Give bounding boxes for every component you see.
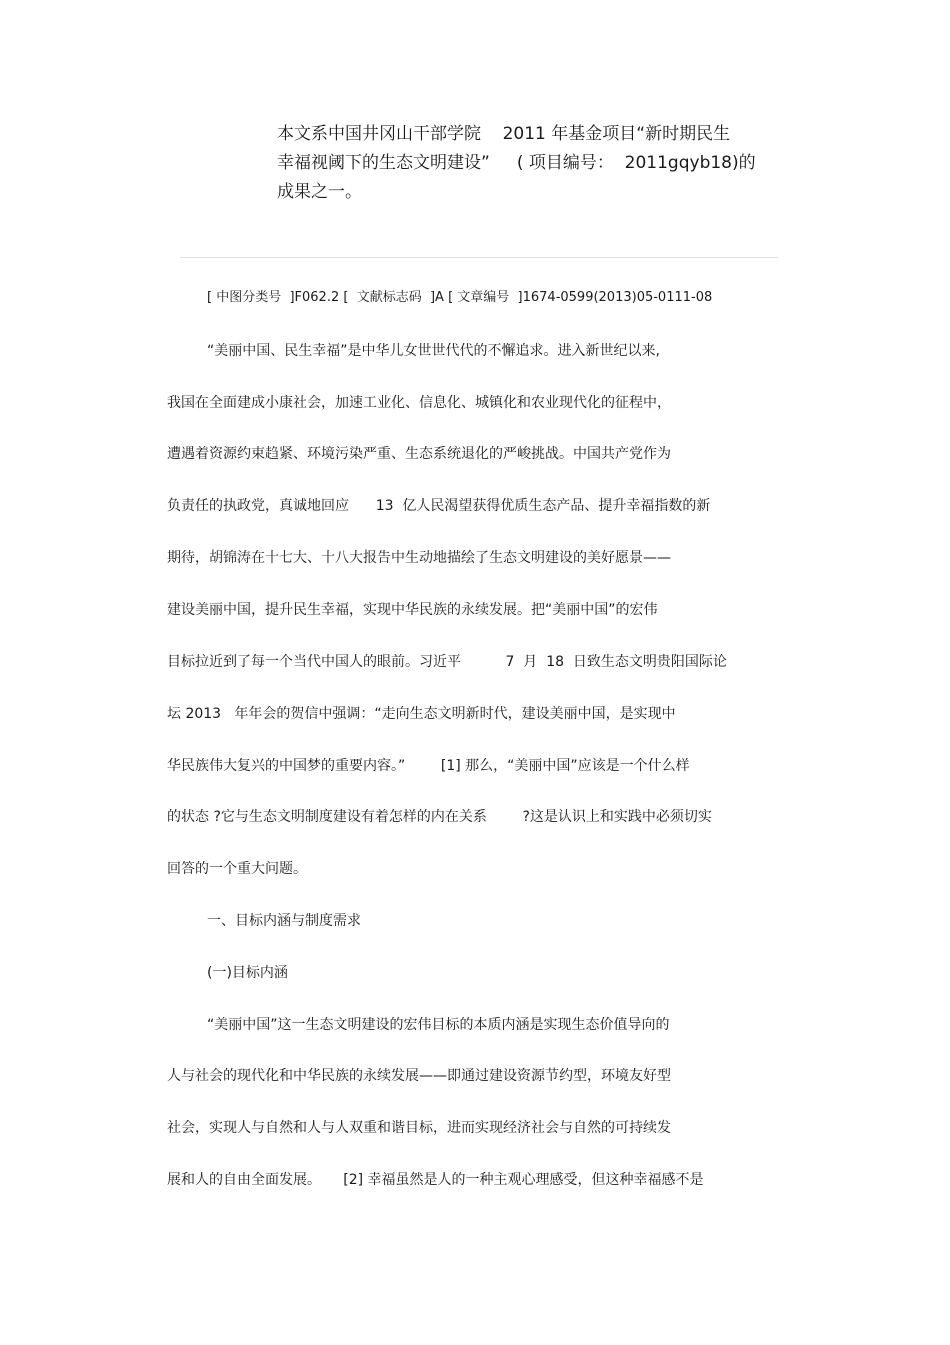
paragraph-1-line: 遭遇着资源约束趋紧、环境污染严重、生态系统退化的严峻挑战。中国共产党作为 [167,446,671,462]
funding-note-line: 成果之一。 [277,182,362,202]
paragraph-1-line: 建设美丽中国，提升民生幸福，实现中华民族的永续发展。把“美丽中国”的宏伟 [167,602,658,618]
paragraph-1-line: 的状态 ?它与生态文明制度建设有着怎样的内在关系 ?这是认识上和实践中必须切实 [167,809,712,825]
paragraph-2-line: 社会，实现人与自然和人与人双重和谐目标，进而实现经济社会与自然的可持续发 [167,1120,671,1136]
paragraph-2-line: 展和人的自由全面发展。 [2] 幸福虽然是人的一种主观心理感受，但这种幸福感不是 [167,1172,704,1188]
paragraph-1-line: 坛 2013 年年会的贺信中强调：“走向生态文明新时代，建设美丽中国，是实现中 [167,706,676,722]
paragraph-1-line: “美丽中国、民生幸福”是中华儿女世世代代的不懈追求。进入新世纪以来, [207,343,660,359]
paragraph-1-line: 期待，胡锦涛在十七大、十八大报告中生动地描绘了生态文明建设的美好愿景—— [167,550,671,566]
funding-note-line: 幸福视阈下的生态文明建设” ( 项目编号： 2011gqyb18)的 [277,153,756,173]
subsection-heading: (一)目标内涵 [207,965,288,981]
paragraph-1-line: 回答的一个重大问题。 [167,861,307,877]
funding-note-line: 本文系中国井冈山干部学院 2011 年基金项目“新时期民生 [277,124,731,144]
classification-line: [ 中图分类号 ]F062.2 [ 文献标志码 ]A [ 文章编号 ]1674-0599(2013)05-0111-08 [207,290,713,305]
paragraph-1-line: 华民族伟大复兴的中国梦的重要内容。” [1] 那么，“美丽中国”应该是一个什么样 [167,758,690,774]
paragraph-2-line: “美丽中国”这一生态文明建设的宏伟目标的本质内涵是实现生态价值导向的 [207,1017,670,1033]
paragraph-2-line: 人与社会的现代化和中华民族的永续发展——即通过建设资源节约型，环境友好型 [167,1068,671,1084]
funding-note [277,120,777,207]
paragraph-1-line: 负责任的执政党，真诚地回应 13 亿人民渴望获得优质生态产品、提升幸福指数的新 [167,498,711,514]
section-heading: 一、目标内涵与制度需求 [207,913,361,929]
paragraph-1-line: 目标拉近到了每一个当代中国人的眼前。习近平 7 月 18 日致生态文明贵阳国际论 [167,654,727,670]
paragraph-1-line: 我国在全面建成小康社会，加速工业化、信息化、城镇化和农业现代化的征程中， [167,395,671,411]
divider [180,257,778,258]
